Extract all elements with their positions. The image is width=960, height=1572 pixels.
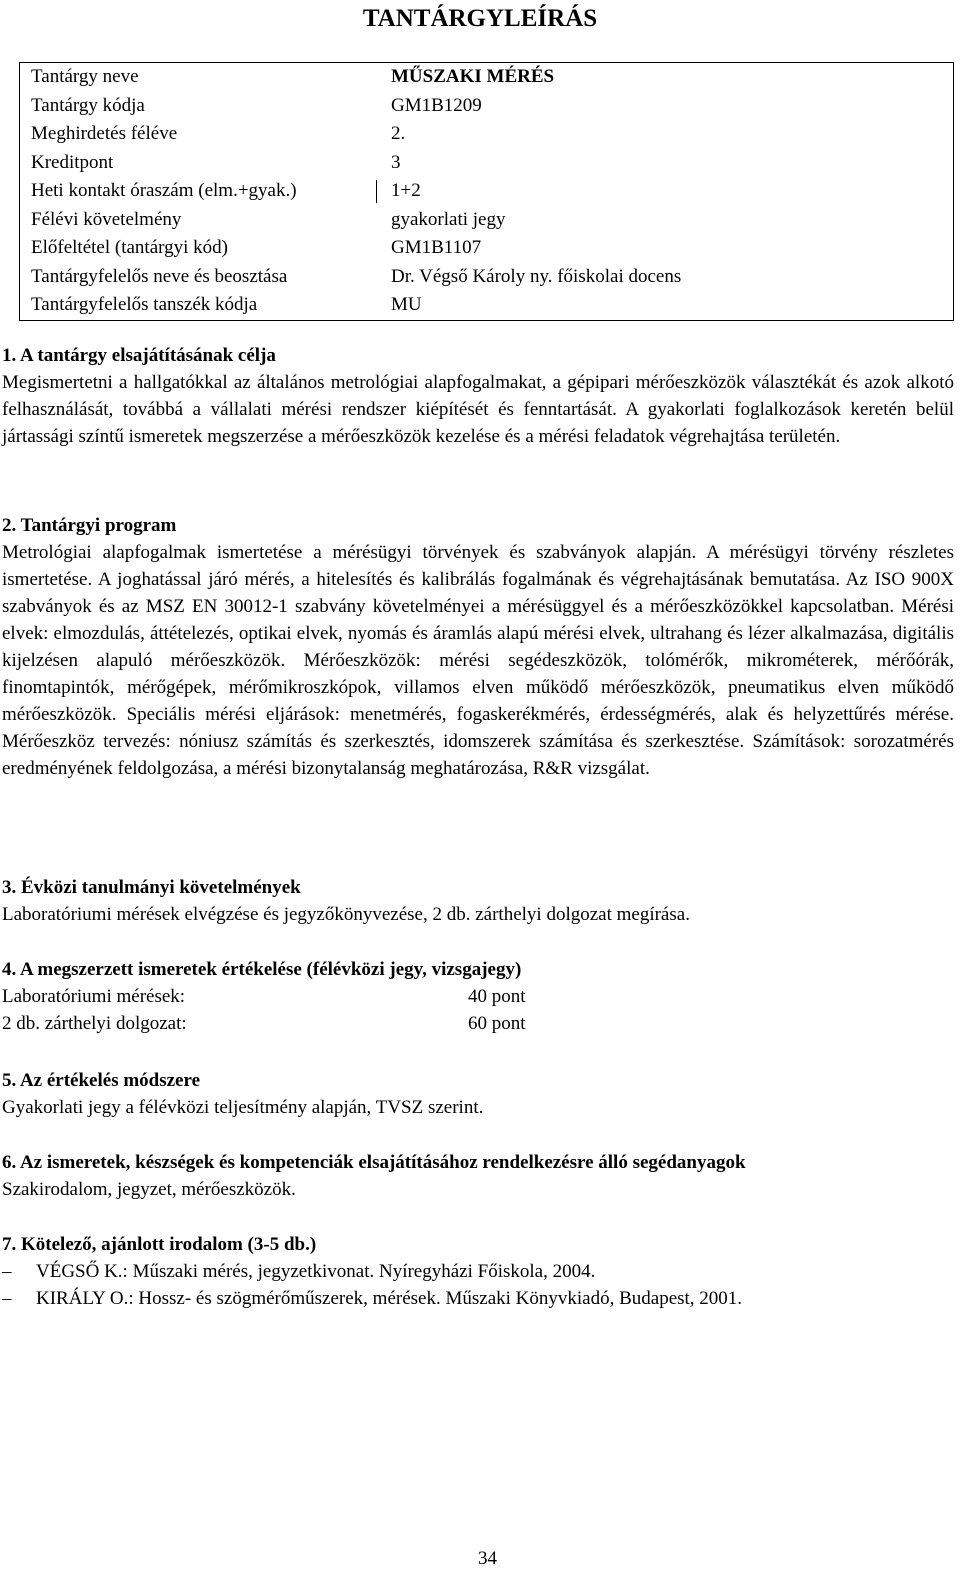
- table-row: [20, 263, 954, 292]
- section-materials: [2, 1149, 954, 1203]
- section-heading: 6. Az ismeretek, készségek és kompetenciák elsajátításához rendelkezésre álló segédanyagok: [2, 1152, 746, 1173]
- info-value: GM1B1209: [391, 94, 482, 116]
- grade-row: [2, 983, 954, 1010]
- table-row: [20, 177, 954, 206]
- info-label: Tantárgyfelelős neve és beosztása: [31, 265, 288, 287]
- literature-item: [2, 1258, 954, 1285]
- section-course-program: [2, 512, 954, 782]
- literature-text: VÉGSŐ K.: Műszaki mérés, jegyzetkivonat. Nyíregyházi Főiskola, 2004.: [36, 1261, 596, 1282]
- dash-bullet: –: [2, 1261, 12, 1282]
- table-row: [20, 92, 954, 121]
- table-row: [20, 120, 954, 149]
- table-row: [20, 149, 954, 178]
- table-row: [20, 291, 954, 320]
- info-value: MU: [391, 294, 422, 315]
- info-label: Heti kontakt óraszám (elm.+gyak.): [31, 180, 297, 201]
- info-label: Meghirdetés féléve: [31, 123, 178, 144]
- info-label: Félévi követelmény: [31, 208, 182, 230]
- page-number: 34: [478, 1548, 497, 1569]
- section-heading: 1. A tantárgy elsajátításának célja: [2, 345, 276, 366]
- section-heading: 4. A megszerzett ismeretek értékelése (félévközi jegy, vizsgajegy): [2, 959, 522, 980]
- section-requirements: [2, 874, 954, 928]
- section-heading: 3. Évközi tanulmányi követelmények: [2, 877, 301, 898]
- document-title: TANTÁRGYLEÍRÁS: [362, 5, 598, 32]
- table-row: [20, 234, 954, 263]
- grade-row: [2, 1010, 954, 1037]
- section-evaluation-method: [2, 1067, 954, 1121]
- grade-points: 60 pont: [468, 1013, 526, 1034]
- info-label: Előfeltétel (tantárgyi kód): [31, 237, 228, 258]
- section-course-goal: [2, 342, 954, 450]
- info-value: 3: [391, 151, 401, 173]
- section-body: Laboratóriumi mérések elvégzése és jegyzőkönyvezése, 2 db. zárthelyi dolgozat megírása.: [2, 904, 690, 925]
- info-value: MŰSZAKI MÉRÉS: [391, 66, 555, 87]
- grade-label: 2 db. zárthelyi dolgozat:: [2, 1013, 187, 1034]
- info-label: Kreditpont: [31, 151, 114, 173]
- info-value: gyakorlati jegy: [391, 208, 506, 230]
- info-value: 2.: [391, 123, 406, 144]
- course-info-table: [19, 62, 954, 321]
- section-heading: 5. Az értékelés módszere: [2, 1070, 201, 1091]
- info-value: 1+2: [376, 177, 954, 206]
- section-heading: 7. Kötelező, ajánlott irodalom (3-5 db.): [2, 1234, 317, 1255]
- grade-points: 40 pont: [468, 986, 526, 1007]
- info-label: Tantárgyfelelős tanszék kódja: [31, 294, 258, 315]
- section-body: Gyakorlati jegy a félévközi teljesítmény alapján, TVSZ szerint.: [2, 1097, 484, 1118]
- info-value: Dr. Végső Károly ny. főiskolai docens: [391, 265, 682, 287]
- literature-text: KIRÁLY O.: Hossz- és szögmérőműszerek, mérések. Műszaki Könyvkiadó, Budapest, 2001.: [36, 1288, 743, 1309]
- section-body: Megismertetni a hallgatókkal az általános metrológiai alapfogalmakat, a gépipari mérőeszközök választékát és azok alkotó felhasználását, továbbá a vállalati mérési rendszer kiépítését és fenntartását. A gyakorlati foglalkozások keretén belül jártassági színtű ismeretek megszerzése a mérőeszközök kezelése és a mérési feladatok végrehajtása területén.: [2, 372, 954, 447]
- section-heading: 2. Tantárgyi program: [2, 515, 177, 536]
- section-body: Szakirodalom, jegyzet, mérőeszközök.: [2, 1179, 296, 1200]
- section-evaluation: [2, 956, 954, 1037]
- table-row: [20, 63, 954, 92]
- grade-label: Laboratóriumi mérések:: [2, 986, 186, 1007]
- dash-bullet: –: [2, 1288, 12, 1309]
- info-label: Tantárgy neve: [31, 66, 139, 87]
- literature-item: [2, 1285, 954, 1312]
- info-label: Tantárgy kódja: [31, 94, 145, 116]
- section-literature: [2, 1231, 954, 1312]
- section-body: Metrológiai alapfogalmak ismertetése a mérésügyi törvények és szabványok alapján. A mérésügyi törvény részletes ismertetése. A joghatással járó mérés, a hitelesítés és kalibrálás fogalmának és végrehajtásának bemutatása. Az ISO 900X szabványok és az MSZ EN 30012-1 szabvány követelményei a mérésüggyel és a mérőeszközökkel kapcsolatban. Mérési elvek: elmozdulás, áttételezés, optikai elvek, nyomás és áramlás alapú mérési elvek, ultrahang és lézer alkalmazása, digitális kijelzésen alapuló mérőeszközök. Mérőeszközök: mérési segédeszközök, tolómérők, mikrométerek, mérőórák, finomtapintók, mérőgépek, mérőmikroszkópok, villamos elven működő mérőeszközök, pneumatikus elven működő mérőeszközök. Speciális mérési eljárások: menetmérés, fogaskerékmérés, érdességmérés, alak és helyzettűrés mérése. Mérőeszköz tervezés: nóniusz számítás és szerkesztés, idomszerek számítása és szerkesztése. Számítások: sorozatmérés eredményének feldolgozása, a mérési bizonytalanság meghatározása, R&R vizsgálat.: [2, 542, 954, 779]
- table-row: [20, 206, 954, 235]
- info-value: GM1B1107: [391, 237, 482, 258]
